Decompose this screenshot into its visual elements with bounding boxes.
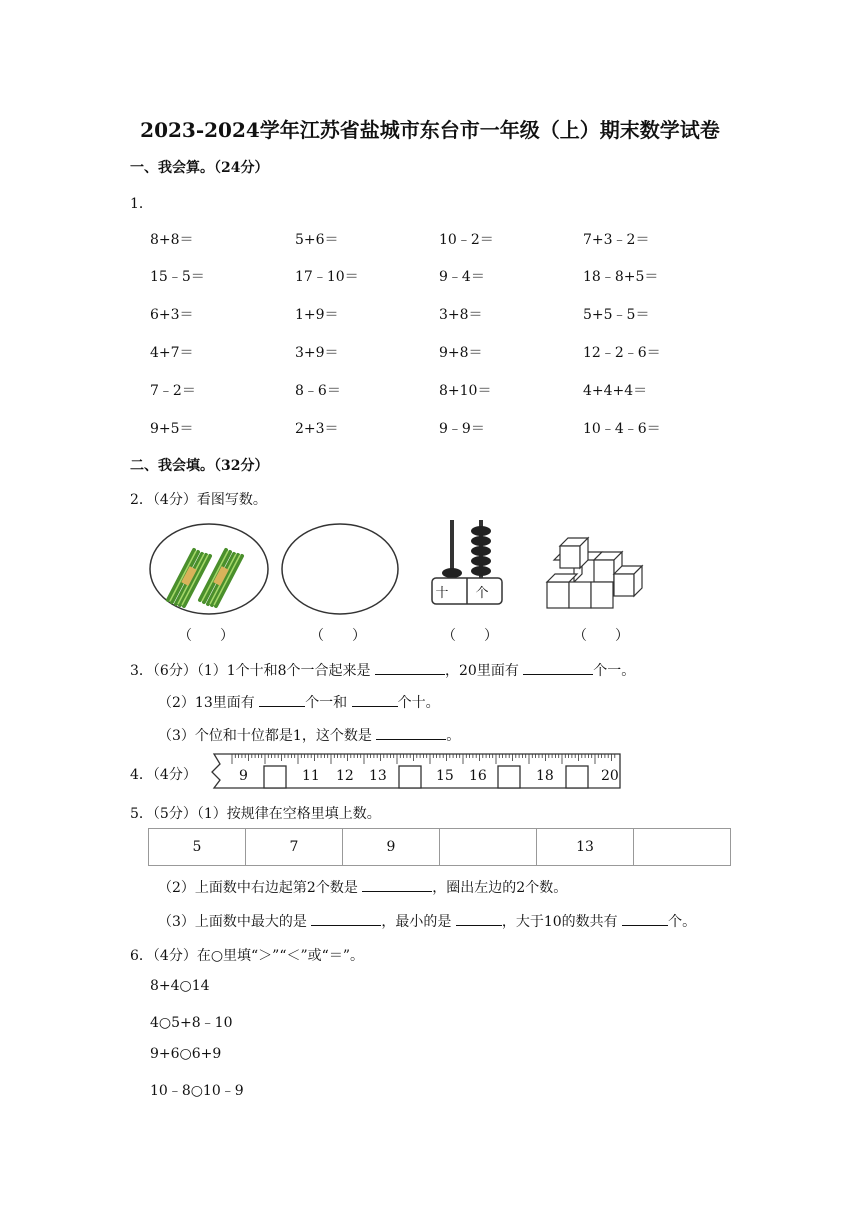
calc-item: 2+3＝ xyxy=(295,421,339,437)
answer-blank[interactable] xyxy=(352,692,398,707)
ruler-label: 15 xyxy=(436,768,454,784)
compare-item: 4○5+8﹣10 xyxy=(150,1015,233,1031)
calc-item: 12﹣2﹣6＝ xyxy=(583,345,661,361)
compare-item: 10﹣8○10﹣9 xyxy=(150,1083,244,1099)
empty-ellipse xyxy=(282,524,398,614)
ruler xyxy=(202,752,622,790)
question-1-number: 1． xyxy=(130,196,153,212)
section-1-heading: 一、我会算。（24分） xyxy=(130,160,269,176)
question-3-line-3: （3）个位和十位都是1，这个数是 。 xyxy=(158,725,460,745)
calc-item: 9﹣4＝ xyxy=(439,269,485,285)
sequence-cell: 5 xyxy=(149,829,246,866)
sequence-cell: 7 xyxy=(246,829,343,866)
ruler-label: 20 xyxy=(601,768,619,784)
question-3-line-2: （2）13里面有 个一和 个十。 xyxy=(158,692,440,712)
question-4-text: 4．（4分） xyxy=(130,767,197,783)
question-3-line-1: 3．（6分）（1）1个十和8个一合起来是 ，20里面有 个一。 xyxy=(130,660,635,680)
answer-paren: （ ） xyxy=(178,628,234,644)
question-2-text: 2．（4分）看图写数。 xyxy=(130,492,267,508)
ruler-label: 18 xyxy=(536,768,554,784)
answer-paren: （ ） xyxy=(573,628,629,644)
question-5-line-3: （3）上面数中最大的是 ，最小的是 ，大于10的数共有 个。 xyxy=(158,911,696,931)
calc-item: 10﹣4﹣6＝ xyxy=(583,421,661,437)
sequence-cell: 9 xyxy=(343,829,440,866)
calc-item: 9+5＝ xyxy=(150,421,194,437)
answer-blank[interactable] xyxy=(622,911,668,926)
answer-paren: （ ） xyxy=(310,628,366,644)
calc-item: 10﹣2＝ xyxy=(439,232,494,248)
answer-blank[interactable] xyxy=(376,725,446,740)
answer-blank[interactable] xyxy=(362,877,432,892)
sequence-table xyxy=(148,828,731,866)
calc-item: 4+7＝ xyxy=(150,345,194,361)
answer-paren: （ ） xyxy=(442,628,498,644)
answer-blank[interactable] xyxy=(523,660,593,675)
calc-item: 17﹣10＝ xyxy=(295,269,359,285)
compare-item: 8+4○14 xyxy=(150,978,210,994)
calc-item: 9+8＝ xyxy=(439,345,483,361)
question-5-line-2: （2）上面数中右边起第2个数是 ，圈出左边的2个数。 xyxy=(158,877,567,897)
calc-item: 4+4+4＝ xyxy=(583,383,648,399)
answer-blank[interactable] xyxy=(311,911,381,926)
sequence-cell[interactable] xyxy=(440,829,537,866)
compare-item: 9+6○6+9 xyxy=(150,1046,222,1062)
calc-item: 9﹣9＝ xyxy=(439,421,485,437)
bundles-ellipse xyxy=(150,524,268,614)
sequence-cell: 13 xyxy=(537,829,634,866)
table-row xyxy=(149,829,731,866)
ruler-label: 16 xyxy=(469,768,487,784)
answer-blank[interactable] xyxy=(456,911,502,926)
calc-item: 18﹣8+5＝ xyxy=(583,269,659,285)
sequence-cell[interactable] xyxy=(634,829,731,866)
answer-blank[interactable] xyxy=(259,692,305,707)
calc-item: 5+6＝ xyxy=(295,232,339,248)
ruler-label: 13 xyxy=(369,768,387,784)
ruler-label: 11 xyxy=(302,768,320,784)
calc-item: 7+3﹣2＝ xyxy=(583,232,650,248)
calc-item: 15﹣5＝ xyxy=(150,269,205,285)
calc-item: 8+10＝ xyxy=(439,383,492,399)
ruler-label: 9 xyxy=(239,768,248,784)
calc-item: 8﹣6＝ xyxy=(295,383,341,399)
question-5-line-1: 5．（5分）（1）按规律在空格里填上数。 xyxy=(130,806,381,822)
ruler-label: 12 xyxy=(336,768,354,784)
calc-item: 7﹣2＝ xyxy=(150,383,196,399)
answer-blank[interactable] xyxy=(375,660,445,675)
calc-item: 3+8＝ xyxy=(439,307,483,323)
section-2-heading: 二、我会填。（32分） xyxy=(130,458,269,474)
calc-item: 6+3＝ xyxy=(150,307,194,323)
calc-item: 8+8＝ xyxy=(150,232,194,248)
calc-item: 1+9＝ xyxy=(295,307,339,323)
calc-item: 5+5﹣5＝ xyxy=(583,307,650,323)
calc-item: 3+9＝ xyxy=(295,345,339,361)
cubes-icon xyxy=(547,538,642,608)
exam-title: 2023-2024学年江苏省盐城市东台市一年级（上）期末数学试卷 xyxy=(140,118,720,142)
abacus-ones-label: 个 xyxy=(475,586,489,601)
question-6-text: 6．（4分）在○里填“＞”“＜”或“＝”。 xyxy=(130,948,364,964)
abacus-tens-label: 十 xyxy=(435,586,449,601)
